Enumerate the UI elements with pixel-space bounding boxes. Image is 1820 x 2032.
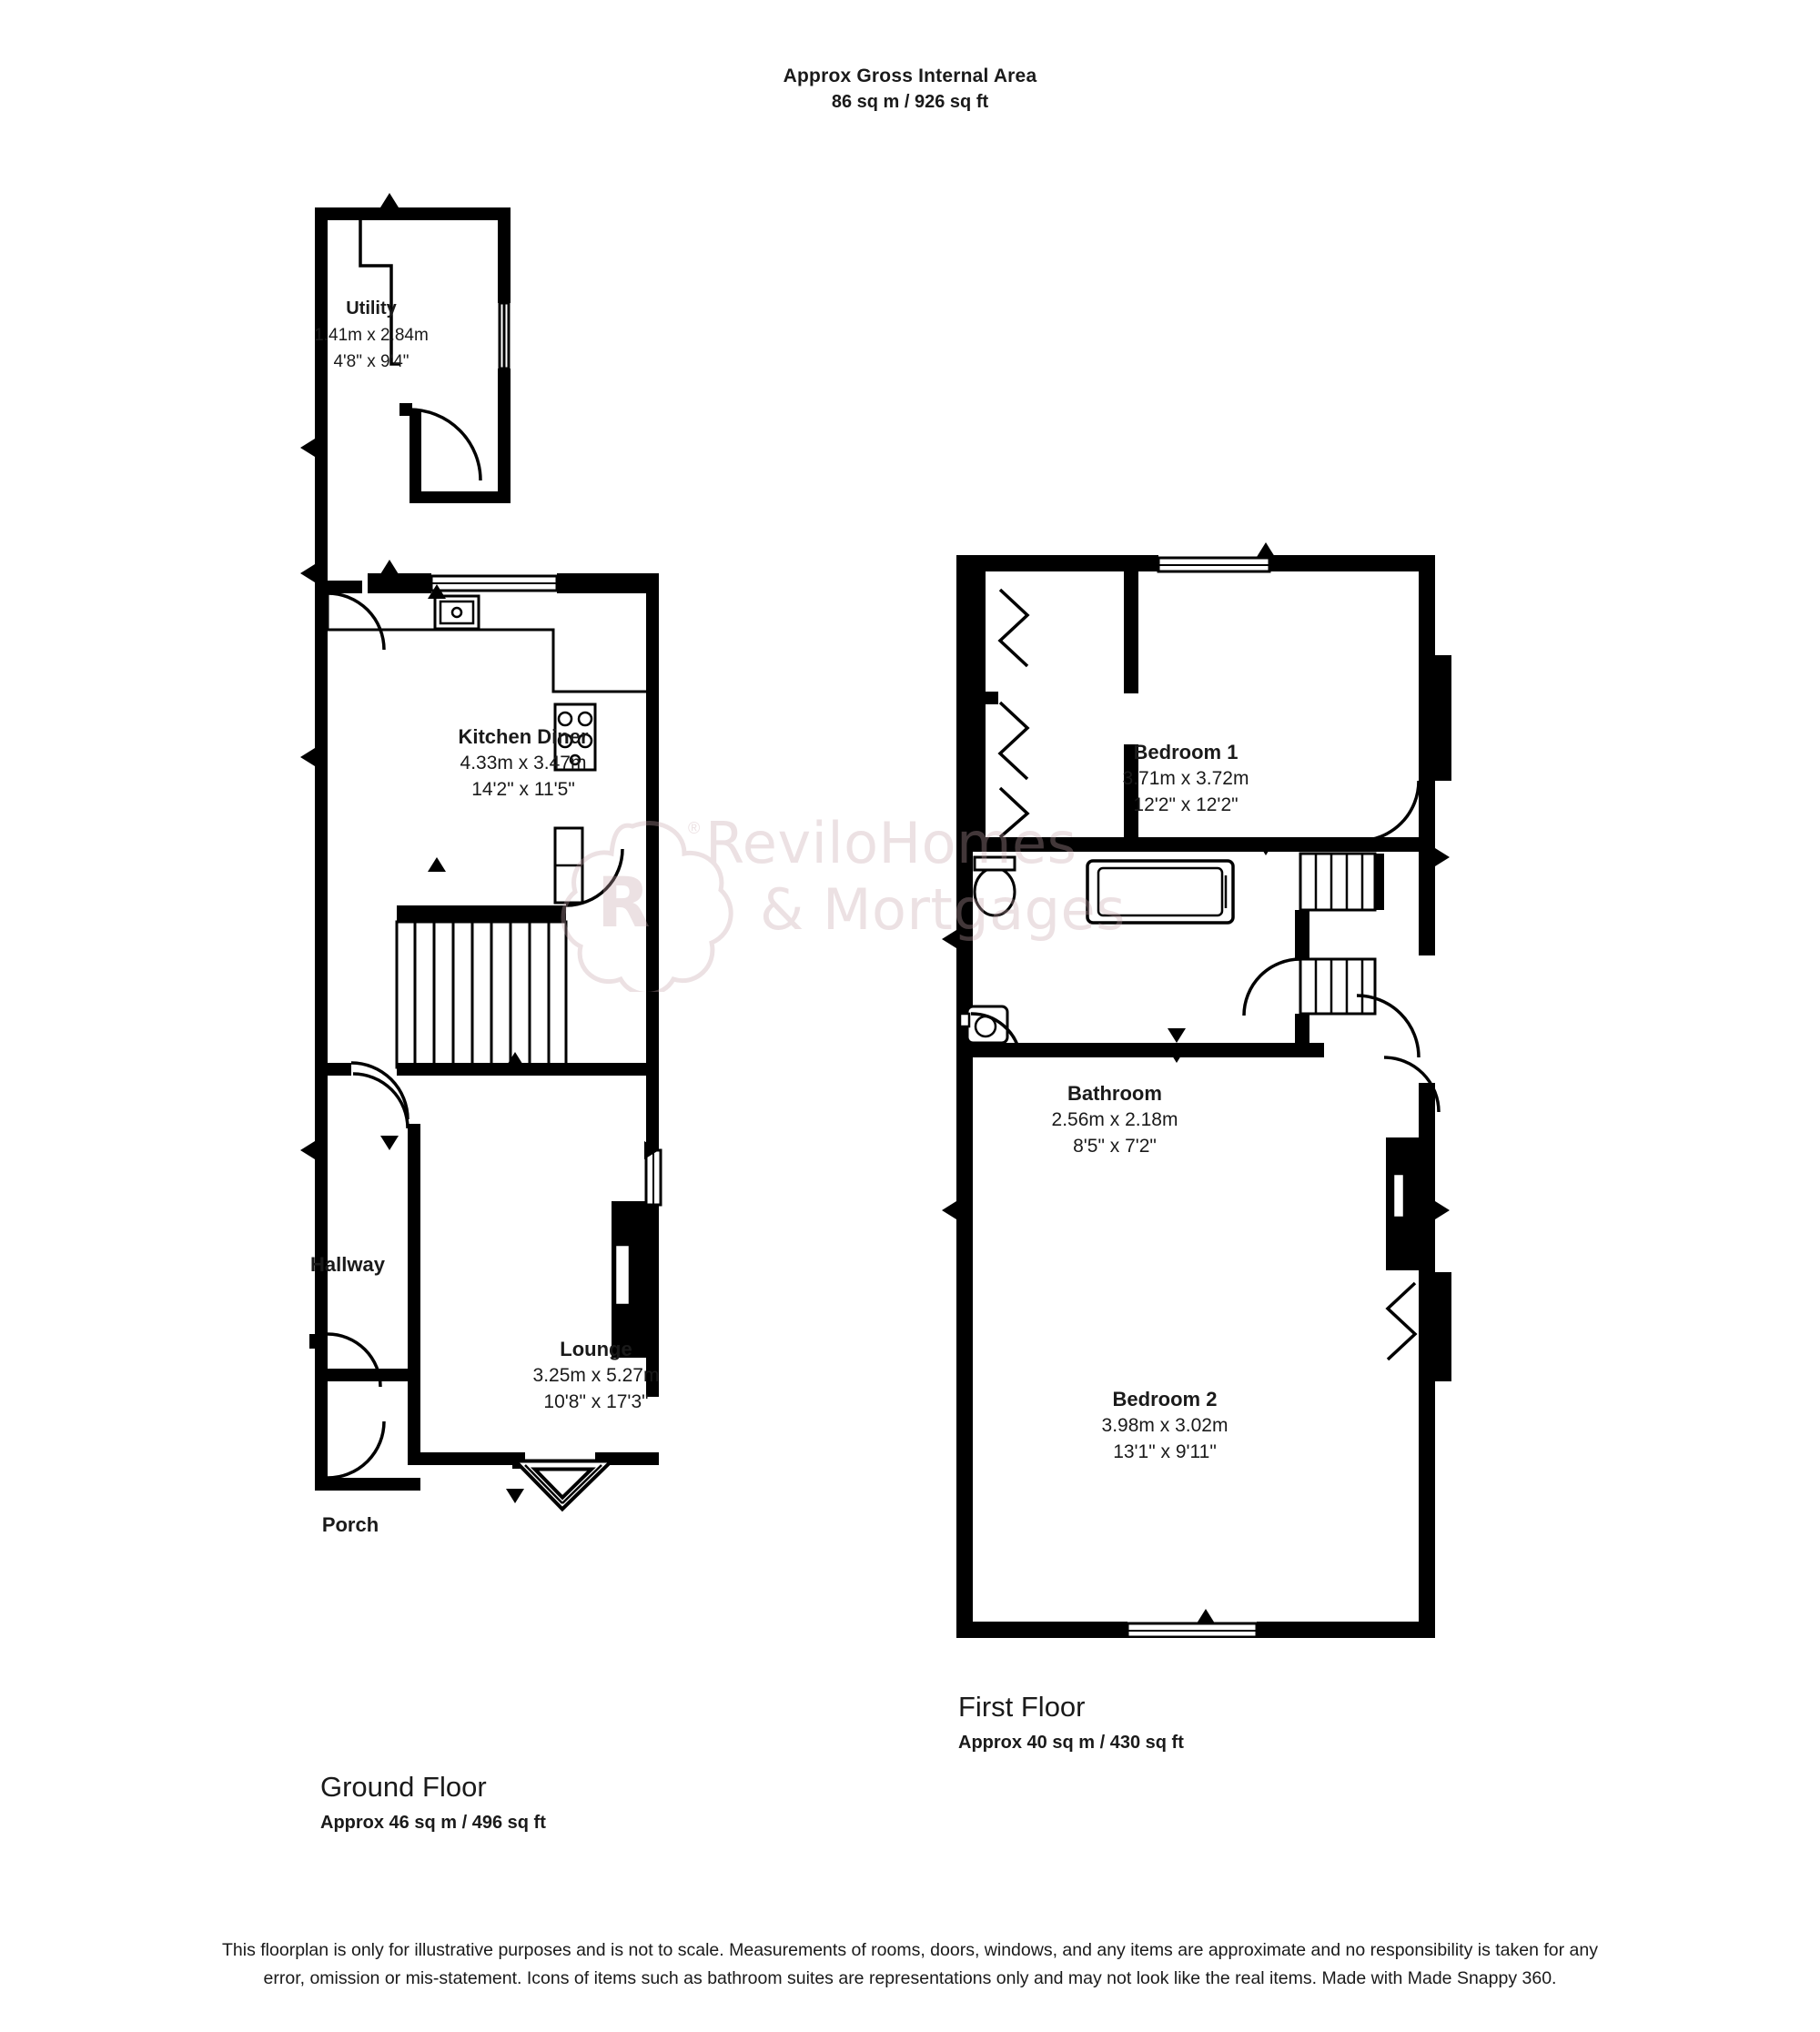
room-dim-imperial: 14'2" x 11'5" [471, 779, 575, 800]
first-floor-caption [958, 1689, 1184, 1756]
header-area: 86 sq m / 926 sq ft [831, 92, 989, 112]
room-name: Utility [346, 298, 397, 318]
ground-floor-caption [320, 1769, 546, 1836]
room-label-bedroom-2 [1046, 1386, 1283, 1465]
room-label-hallway [275, 1251, 420, 1278]
svg-text:R: R [597, 862, 651, 943]
room-name: Bedroom 2 [1112, 1388, 1218, 1410]
room-dim-imperial: 10'8" x 17'3" [543, 1391, 649, 1412]
watermark-line2: & Mortgages [760, 876, 1126, 943]
room-label-porch [291, 1511, 410, 1538]
room-label-bedroom-1 [1067, 739, 1304, 818]
room-dim-metric: 4.33m x 3.47m [460, 753, 587, 773]
page-header [0, 64, 1820, 115]
room-label-lounge [491, 1336, 701, 1415]
room-dim-imperial: 12'2" x 12'2" [1133, 794, 1239, 815]
floor-name: First Floor [958, 1691, 1086, 1723]
ground-floor-plan [291, 182, 928, 1784]
room-label-kitchen-diner [414, 723, 632, 803]
floor-name: Ground Floor [320, 1771, 487, 1803]
watermark-line1: ReviloHomes [705, 810, 1077, 876]
room-dim-metric: 1.41m x 2.84m [314, 326, 429, 345]
room-dim-metric: 3.98m x 3.02m [1101, 1415, 1228, 1436]
room-dim-imperial: 8'5" x 7'2" [1073, 1136, 1157, 1157]
room-dim-metric: 3.71m x 3.72m [1122, 768, 1249, 789]
room-name: Bathroom [1067, 1082, 1162, 1105]
header-title: Approx Gross Internal Area [783, 66, 1037, 86]
room-dim-metric: 2.56m x 2.18m [1051, 1109, 1178, 1130]
room-dim-imperial: 4'8" x 9'4" [333, 352, 410, 371]
room-name: Lounge [560, 1338, 632, 1360]
floor-area: Approx 46 sq m / 496 sq ft [320, 1813, 546, 1833]
room-name: Bedroom 1 [1133, 741, 1239, 763]
disclaimer-text: This floorplan is only for illustrative purposes and is not to scale. Measurements of rooms, doors, windows, and any items are approximate and no responsibility is taken for any error, omission or mis-statement. Icons of items such as bathroom suites are representations only and may not look like the real items. Made with Made Snappy 360. [222, 1940, 1598, 1988]
room-label-utility [289, 296, 453, 375]
watermark-registered-mark: ® [688, 819, 701, 837]
room-name: Kitchen Diner [458, 725, 589, 748]
room-name: Hallway [310, 1253, 385, 1276]
room-name: Porch [321, 1513, 379, 1536]
room-dim-imperial: 13'1" x 9'11" [1113, 1441, 1217, 1462]
floor-area: Approx 40 sq m / 430 sq ft [958, 1733, 1184, 1753]
room-label-bathroom [996, 1080, 1233, 1159]
room-dim-metric: 3.25m x 5.27m [532, 1365, 660, 1386]
